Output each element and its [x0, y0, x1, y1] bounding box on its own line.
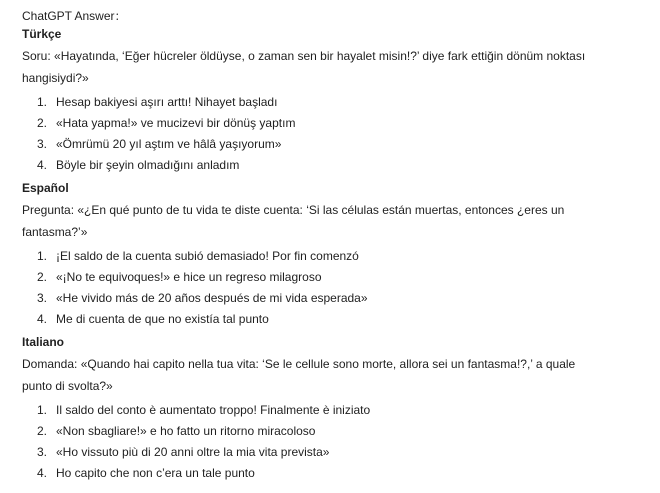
language-heading: Türkçe	[22, 27, 62, 41]
question-text: Domanda: «Quando hai capito nella tua vita: ‘Se le cellule sono morte, allora sei un fantasma!?,’ a quale punto di svolta?»	[22, 357, 576, 393]
list-item	[22, 113, 660, 134]
list-item-text: «Non sbagliare!» e ho fatto un ritorno miracoloso	[56, 424, 316, 438]
list-item	[22, 442, 660, 463]
list-item-text: Böyle bir şeyin olmadığını anladım	[56, 158, 240, 172]
language-heading: Italiano	[22, 335, 65, 349]
list-item	[22, 309, 660, 330]
list-number: 2.	[37, 270, 48, 284]
section-turkish	[22, 26, 660, 176]
answer-list	[22, 400, 660, 484]
answer-header: ChatGPT Answer：	[22, 9, 127, 23]
list-number: 1.	[37, 95, 48, 109]
language-heading: Español	[22, 181, 69, 195]
list-number: 2.	[37, 116, 48, 130]
question-text: Pregunta: «¿En qué punto de tu vida te diste cuenta: ‘Si las células están muertas, entonces ¿eres un fantasma?’»	[22, 203, 565, 239]
list-number: 3.	[37, 137, 48, 151]
list-number: 4.	[37, 466, 48, 480]
list-item-text: Hesap bakiyesi aşırı arttı! Nihayet başladı	[56, 95, 278, 109]
question-text: Soru: «Hayatında, ‘Eğer hücreler öldüyse, o zaman sen bir hayalet misin!?’ diye fark ettiğin dönüm noktası hangisiydi?»	[22, 49, 586, 85]
list-item	[22, 421, 660, 442]
list-item-text: «Hata yapma!» ve mucizevi bir dönüş yaptım	[56, 116, 296, 130]
list-number: 3.	[37, 291, 48, 305]
section-italian	[22, 334, 660, 484]
list-item	[22, 267, 660, 288]
list-item-text: «He vivido más de 20 años después de mi vida esperada»	[56, 291, 368, 305]
list-number: 2.	[37, 424, 48, 438]
list-number: 1.	[37, 249, 48, 263]
list-item	[22, 400, 660, 421]
list-item-text: «¡No te equivoques!» e hice un regreso milagroso	[56, 270, 322, 284]
list-item-text: Ho capito che non c’era un tale punto	[56, 466, 255, 480]
list-item-text: «Ömrümü 20 yıl aştım ve hâlâ yaşıyorum»	[56, 137, 282, 151]
section-spanish	[22, 180, 660, 330]
answer-list	[22, 246, 660, 330]
list-number: 4.	[37, 158, 48, 172]
list-number: 4.	[37, 312, 48, 326]
list-item-text: ¡El saldo de la cuenta subió demasiado! Por fin comenzó	[56, 249, 359, 263]
list-item	[22, 92, 660, 113]
list-item	[22, 463, 660, 484]
list-number: 1.	[37, 403, 48, 417]
list-number: 3.	[37, 445, 48, 459]
list-item-text: Il saldo del conto è aumentato troppo! Finalmente è iniziato	[56, 403, 371, 417]
list-item	[22, 155, 660, 176]
list-item	[22, 134, 660, 155]
list-item-text: Me di cuenta de que no existía tal punto	[56, 312, 269, 326]
list-item-text: «Ho vissuto più di 20 anni oltre la mia vita prevista»	[56, 445, 330, 459]
list-item	[22, 288, 660, 309]
answer-list	[22, 92, 660, 176]
list-item	[22, 246, 660, 267]
